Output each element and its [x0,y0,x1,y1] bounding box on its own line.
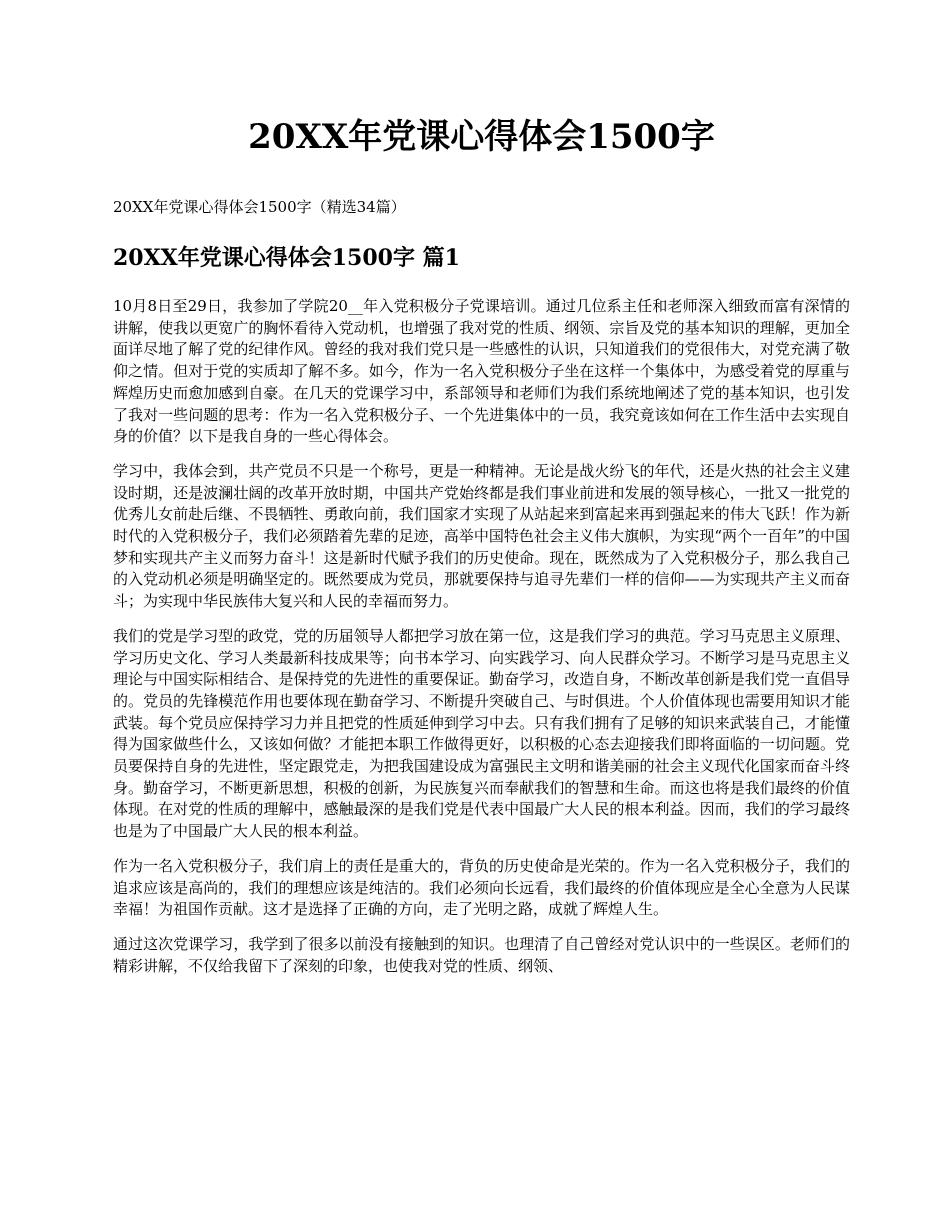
paragraph: 学习中，我体会到，共产党员不只是一个称号，更是一种精神。无论是战火纷飞的年代，还是火热的社会主义建设时期，还是波澜壮阔的改革开放时期，中国共产党始终都是我们事业前进和发展的领导核心，一批又一批党的优秀儿女前赴后继、不畏牺牲、勇敢向前，我们国家才实现了从站起来到富起来再到强起来的伟大飞跃！作为新时代的入党积极分子，我们必须踏着先辈的足迹，高举中国特色社会主义伟大旗帜，为实现“两个一百年”的中国梦和实现共产主义而努力奋斗！这是新时代赋予我们的历史使命。现在，既然成为了入党积极分子，那么我自己的入党动机必须是明确坚定的。既然要成为党员，那就要保持与追寻先辈们一样的信仰——为实现共产主义而奋斗；为实现中华民族伟大复兴和人民的幸福而努力。 [113,461,850,611]
paragraph: 10月8日至29日，我参加了学院20__年入党积极分子党课培训。通过几位系主任和老师深入细致而富有深情的讲解，使我以更宽广的胸怀看待入党动机，也增强了我对党的性质、纲领、宗旨及党的基本知识的理解，更加全面详尽地了解了党的纪律作风。曾经的我对我们党只是一些感性的认识，只知道我们的党很伟大，对党充满了敬仰之情。但对于党的实质却了解不多。如今，作为一名入党积极分子坐在这样一个集体中，为感受着党的厚重与辉煌历史而愈加感到自豪。在几天的党课学习中，系部领导和老师们为我们系统地阐述了党的基本知识，也引发了我对一些问题的思考：作为一名入党积极分子、一个先进集体中的一员，我究竟该如何在工作生活中去实现自身的价值？以下是我自身的一些心得体会。 [113,297,850,446]
paragraph: 通过这次党课学习，我学到了很多以前没有接触到的知识。也理清了自己曾经对党认识中的一些误区。老师们的精彩讲解，不仅给我留下了深刻的印象，也使我对党的性质、纲领、 [113,934,850,975]
document-subtitle: 20XX年党课心得体会1500字（精选34篇） [113,198,406,216]
section-heading: 20XX年党课心得体会1500字 篇1 [113,245,460,271]
document-title: 20XX年党课心得体会1500字 [248,117,715,157]
paragraph: 作为一名入党积极分子，我们肩上的责任是重大的，背负的历史使命是光荣的。作为一名入党积极分子，我们的追求应该是高尚的，我们的理想应该是纯洁的。我们必须向长远看，我们最终的价值体现应是全心全意为人民谋幸福！为祖国作贡献。这才是选择了正确的方向，走了光明之路，成就了辉煌人生。 [113,856,850,919]
paragraph: 我们的党是学习型的政党，党的历届领导人都把学习放在第一位，这是我们学习的典范。学习马克思主义原理、学习历史文化、学习人类最新科技成果等；向书本学习、向实践学习、向人民群众学习。不断学习是马克思主义理论与中国实际相结合、是保持党的先进性的重要保证。勤奋学习，改造自身，不断改革创新是我们党一直倡导的。党员的先锋模范作用也要体现在勤奋学习、不断提升突破自己、与时俱进。个人价值体现也需要用知识才能武装。每个党员应保持学习力并且把党的性质延伸到学习中去。只有我们拥有了足够的知识来武装自己，才能懂得为国家做些什么，又该如何做？才能把本职工作做得更好，以积极的心态去迎接我们即将面临的一切问题。党员要保持自身的先进性，坚定跟党走，为把我国建设成为富强民主文明和谐美丽的社会主义现代化国家而奋斗终身。勤奋学习，不断更新思想，积极的创新，为民族复兴而奉献我们的智慧和生命。而这也将是我们最终的价值体现。在对党的性质的理解中，感触最深的是我们党是代表中国最广大人民的根本利益。因而，我们的学习最终也是为了中国最广大人民的根本利益。 [113,626,850,841]
